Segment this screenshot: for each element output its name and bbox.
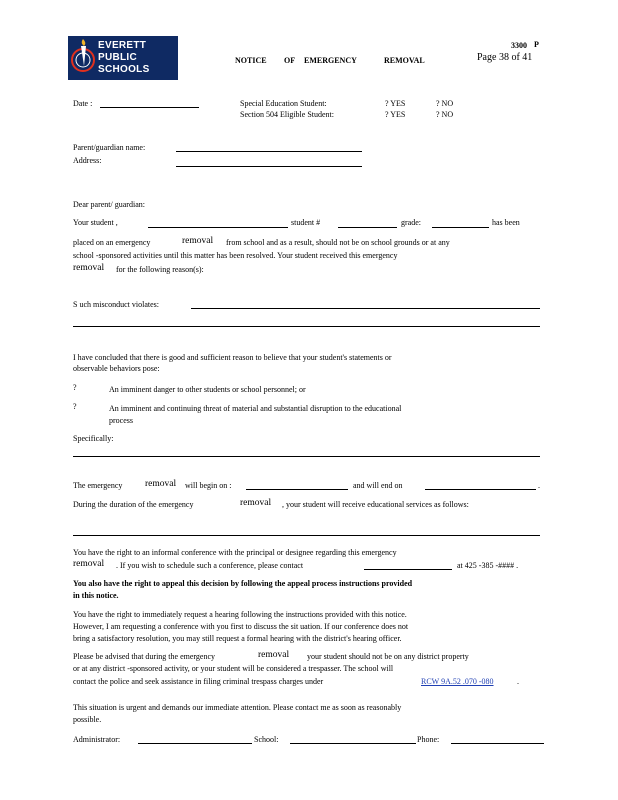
student-number-label: student # xyxy=(291,218,321,227)
contact-field[interactable] xyxy=(364,569,452,570)
imminent-danger-checkbox[interactable]: ? xyxy=(73,383,77,392)
contact-phone: at 425 -385 -#### . xyxy=(457,561,519,570)
logo-line-1: EVERETT xyxy=(98,40,147,51)
title-word-emergency: EMERGENCY xyxy=(304,56,357,65)
hearing-line-4: Please be advised that during the emergency xyxy=(73,652,216,661)
date-field[interactable] xyxy=(100,107,199,108)
s504-yes-checkbox[interactable]: ? YES xyxy=(385,110,406,119)
grade-label: grade: xyxy=(401,218,421,227)
for-reasons-text: for the following reason(s): xyxy=(116,265,204,274)
concluded-line-1: I have concluded that there is good and sufficient reason to believe that your student's statements or xyxy=(73,353,392,362)
will-begin-text: The emergency xyxy=(73,481,123,490)
everett-public-schools-logo xyxy=(68,36,178,80)
end-date-field[interactable] xyxy=(425,489,536,490)
hearing-line-3: bring a satisfactory resolution, you may still request a formal hearing with the district's hearing officer. xyxy=(73,634,402,643)
removal-word-6: removal xyxy=(258,650,290,660)
informal-conference-line-2: . If you wish to schedule such a conference, please contact xyxy=(116,561,304,570)
will-end-text: and will end on xyxy=(353,481,403,490)
will-begin-text-2: will begin on : xyxy=(185,481,232,490)
hearing-line-6: contact the police and seek assistance in filing criminal trespass charges under xyxy=(73,677,324,686)
grade-field[interactable] xyxy=(432,227,489,228)
imminent-threat-text-2: process xyxy=(109,416,133,425)
imminent-threat-text: An imminent and continuing threat of material and substantial disruption to the educational xyxy=(109,404,402,413)
misconduct-field[interactable] xyxy=(191,308,540,309)
urgent-line-1: This situation is urgent and demands our immediate attention. Please contact me as soon as reasonably xyxy=(73,703,402,712)
special-ed-no-checkbox[interactable]: ? NO xyxy=(436,99,454,108)
placed-on-text: placed on an emergency xyxy=(73,238,151,247)
hearing-line-4-end: your student should not be on any district property xyxy=(307,652,469,661)
removal-word-2: removal xyxy=(73,263,105,273)
appeal-line-2: in this notice. xyxy=(73,591,119,600)
policy-suffix: P xyxy=(534,40,539,49)
logo-line-2: PUBLIC xyxy=(98,52,138,63)
parent-name-label: Parent/guardian name: xyxy=(73,143,146,152)
hearing-line-2: However, I am requesting a conference with you first to discuss the sit uation. If our conference does not xyxy=(73,622,409,631)
specifically-label: Specifically: xyxy=(73,434,114,443)
informal-conference-line-1: You have the right to an informal conference with the principal or designee regarding this emergency xyxy=(73,548,397,557)
address-label: Address: xyxy=(73,156,102,165)
administrator-label: Administrator: xyxy=(73,735,121,744)
imminent-threat-checkbox[interactable]: ? xyxy=(73,402,77,411)
school-label: School: xyxy=(254,735,279,744)
misconduct-label: S uch misconduct violates: xyxy=(73,300,159,309)
special-ed-label: Special Education Student: xyxy=(240,99,327,108)
begin-date-field[interactable] xyxy=(246,489,348,490)
removal-word-1: removal xyxy=(182,236,214,246)
rcw-link[interactable]: RCW 9A.52 .070 -080 xyxy=(421,677,494,686)
parent-name-field[interactable] xyxy=(176,151,362,152)
imminent-danger-text: An imminent danger to other students or school personnel; or xyxy=(109,385,306,394)
specifically-field[interactable] xyxy=(73,456,540,457)
section-504-label: Section 504 Eligible Student: xyxy=(240,110,334,119)
s504-no-checkbox[interactable]: ? NO xyxy=(436,110,454,119)
concluded-line-2: observable behaviors pose: xyxy=(73,364,160,373)
during-text-2: , your student will receive educational services as follows: xyxy=(282,500,469,509)
hearing-line-1: You have the right to immediately request a hearing following the instructions provided with this notice. xyxy=(73,610,407,619)
policy-code: 3300 xyxy=(511,41,527,50)
urgent-line-2: possible. xyxy=(73,715,102,724)
during-text: During the duration of the emergency xyxy=(73,500,194,509)
your-student-label: Your student , xyxy=(73,218,118,227)
removal-word-3: removal xyxy=(145,479,177,489)
services-field[interactable] xyxy=(73,535,540,536)
page-number: Page 38 of 41 xyxy=(477,52,533,63)
misconduct-field-line-2[interactable] xyxy=(73,326,540,327)
administrator-field[interactable] xyxy=(138,743,252,744)
logo-line-3: SCHOOLS xyxy=(98,64,150,75)
special-ed-yes-checkbox[interactable]: ? YES xyxy=(385,99,406,108)
salutation: Dear parent/ guardian: xyxy=(73,200,145,209)
school-sponsored-text: school -sponsored activities until this matter has been resolved. Your student received this emergency xyxy=(73,251,398,260)
date-label: Date : xyxy=(73,99,93,108)
student-number-field[interactable] xyxy=(338,227,397,228)
from-school-text: from school and as a result, should not be on school grounds or at any xyxy=(226,238,450,247)
removal-word-5: removal xyxy=(73,559,105,569)
phone-label: Phone: xyxy=(417,735,440,744)
end-period: . xyxy=(538,481,540,490)
title-word-notice: NOTICE xyxy=(235,56,267,65)
torch-icon xyxy=(68,36,98,80)
hearing-line-5: or at any district -sponsored activity, or your student will be considered a trespasser. The school will xyxy=(73,664,394,673)
removal-word-4: removal xyxy=(240,498,272,508)
address-field[interactable] xyxy=(176,166,362,167)
title-word-removal: REMOVAL xyxy=(384,56,425,65)
title-word-of: OF xyxy=(284,56,296,65)
hearing-line-6-period: . xyxy=(517,677,519,686)
has-been-text: has been xyxy=(492,218,520,227)
school-field[interactable] xyxy=(290,743,416,744)
student-name-field[interactable] xyxy=(148,227,288,228)
appeal-line-1: You also have the right to appeal this decision by following the appeal process instructions provided xyxy=(73,579,413,588)
phone-field[interactable] xyxy=(451,743,544,744)
